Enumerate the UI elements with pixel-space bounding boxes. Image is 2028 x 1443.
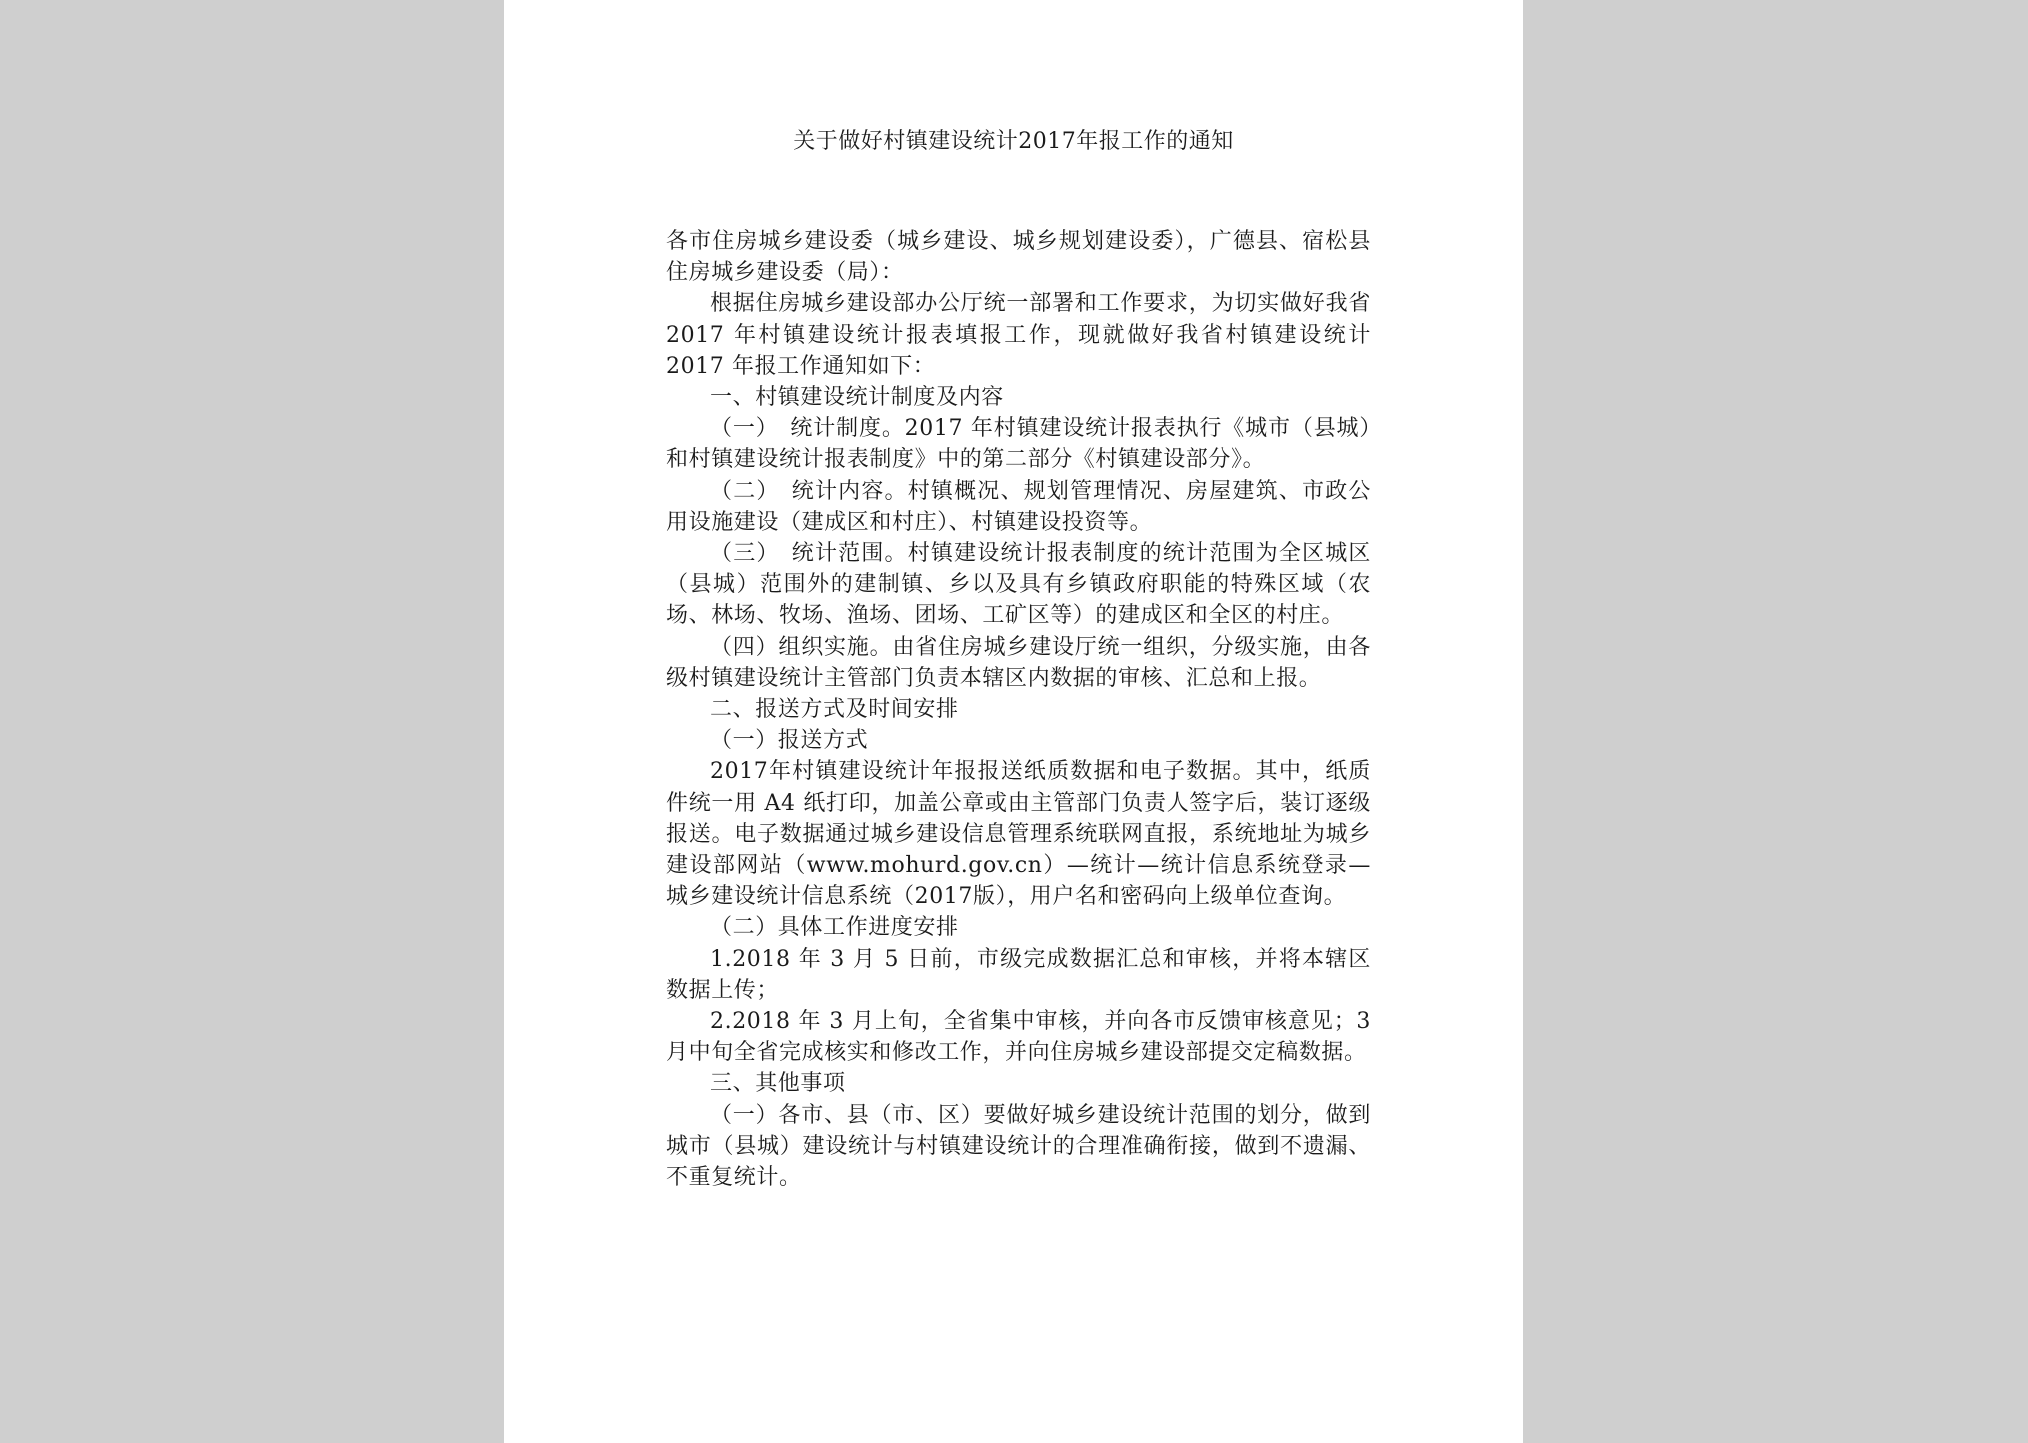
paragraph: 1.2018 年 3 月 5 日前，市级完成数据汇总和审核，并将本辖区数据上传； [666, 946, 1371, 1003]
document-body [666, 226, 1371, 1193]
section-heading: 一、村镇建设统计制度及内容 [710, 385, 1004, 411]
subsection-heading: （一）报送方式 [710, 728, 869, 754]
document-title: 关于做好村镇建设统计2017年报工作的通知 [793, 129, 1234, 154]
paragraph: （一） 统计制度。2017 年村镇建设统计报表执行《城市（县城）和村镇建设统计报表制度》中的第二部分《村镇建设部分》。 [666, 416, 1371, 473]
paragraph: 2.2018 年 3 月上旬，全省集中审核，并向各市反馈审核意见；3 月中旬全省完成核实和修改工作，并向住房城乡建设部提交定稿数据。 [666, 1009, 1371, 1066]
paragraph: 根据住房城乡建设部办公厅统一部署和工作要求，为切实做好我省 2017 年村镇建设统计报表填报工作，现就做好我省村镇建设统计 2017 年报工作通知如下： [666, 291, 1371, 379]
paragraph: （一）各市、县（市、区）要做好城乡建设统计范围的划分，做到城市（县城）建设统计与村镇建设统计的合理准确衔接，做到不遗漏、不重复统计。 [666, 1102, 1371, 1191]
paragraph: （四）组织实施。由省住房城乡建设厅统一组织，分级实施，由各级村镇建设统计主管部门负责本辖区内数据的审核、汇总和上报。 [666, 634, 1371, 691]
paragraph-addressee: 各市住房城乡建设委（城乡建设、城乡规划建设委），广德县、宿松县住房城乡建设委（局）： [666, 229, 1371, 286]
subsection-heading: （二）具体工作进度安排 [710, 915, 959, 941]
paragraph: 2017年村镇建设统计年报报送纸质数据和电子数据。其中，纸质件统一用 A4 纸打印，加盖公章或由主管部门负责人签字后，装订逐级报送。电子数据通过城乡建设信息管理系统联网直报，系统地址为城乡建设部网站（www.mohurd.gov.cn）—统计—统计信息系统登录—城乡建设统计信息系统（2017版），用户名和密码向上级单位查询。 [666, 759, 1371, 910]
section-heading: 二、报送方式及时间安排 [710, 697, 959, 723]
section-heading: 三、其他事项 [710, 1071, 846, 1097]
paragraph: （三） 统计范围。村镇建设统计报表制度的统计范围为全区城区（县城）范围外的建制镇、乡以及具有乡镇政府职能的特殊区域（农场、林场、牧场、渔场、团场、工矿区等）的建成区和全区的村庄。 [666, 541, 1371, 629]
paragraph: （二） 统计内容。村镇概况、规划管理情况、房屋建筑、市政公用设施建设（建成区和村庄）、村镇建设投资等。 [666, 478, 1371, 535]
document-page [504, 0, 1523, 1443]
